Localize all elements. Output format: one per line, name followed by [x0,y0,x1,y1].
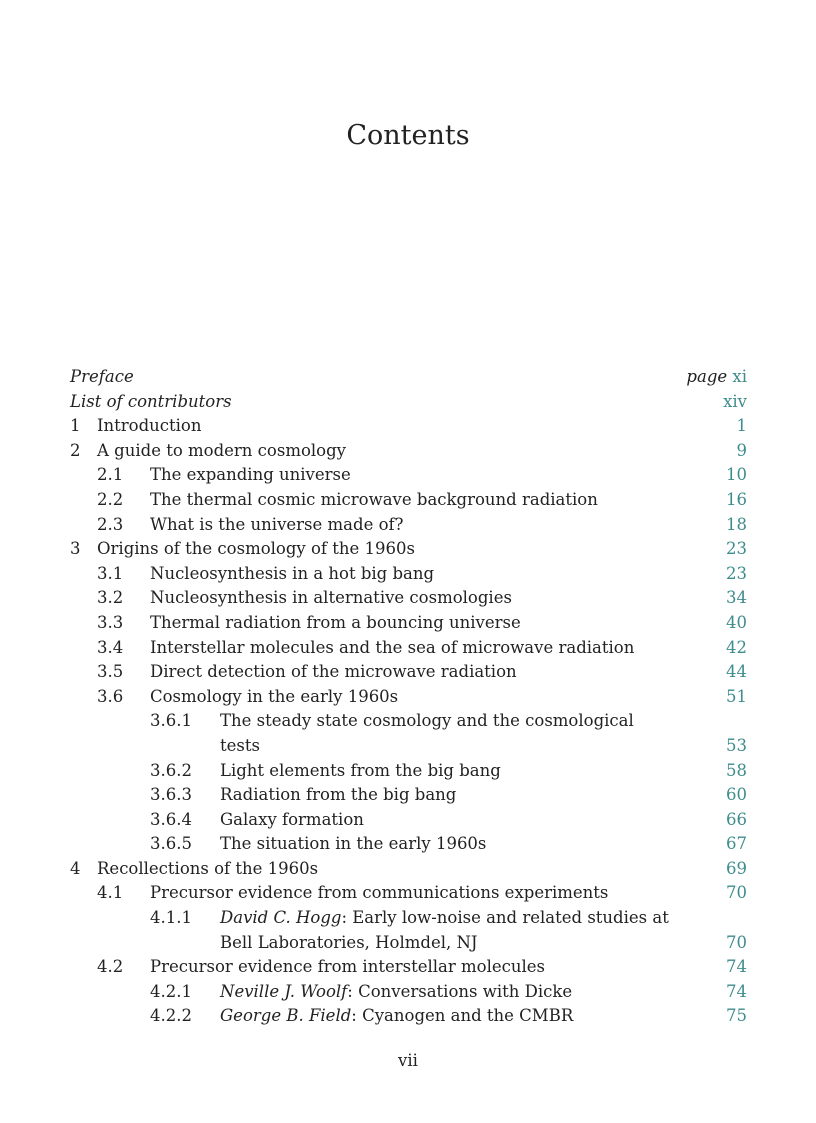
entry-title: The expanding universe [150,465,351,485]
entry-title: Thermal radiation from a bouncing universe [150,612,521,632]
entry-number: 3.1 [97,563,124,583]
toc-entry-3-6-5[interactable] [70,832,747,857]
toc-entry-3-5[interactable] [70,660,747,685]
page-title: Contents [346,120,470,151]
entry-number: 3.3 [97,612,124,632]
entry-title: Precursor evidence from communications experiments [150,883,609,903]
toc-entry-preface[interactable] [70,365,747,390]
entry-number: 4.2.1 [150,981,192,1001]
entry-number: 4.2 [97,957,124,977]
entry-number: 3.6.1 [150,711,192,731]
entry-author: George B. Field [220,1006,352,1026]
entry-title: List of contributors [70,391,232,411]
table-of-contents [70,365,747,1029]
entry-title: Nucleosynthesis in alternative cosmologies [150,588,512,608]
entry-title: Precursor evidence from interstellar molecules [150,957,546,977]
entry-page: 18 [726,514,747,534]
toc-entry-chapter-4[interactable] [70,857,747,882]
toc-entry-3-4[interactable] [70,636,747,661]
entry-number: 4.2.2 [150,1006,192,1026]
entry-page: 40 [726,612,747,632]
entry-title: Recollections of the 1960s [97,858,319,878]
entry-number: 3.6.2 [150,760,192,780]
entry-page: 23 [726,563,747,583]
entry-number: 3 [70,539,81,559]
entry-page: 66 [726,809,747,829]
toc-entry-contributors[interactable] [70,390,747,415]
toc-entry-3-6-2[interactable] [70,759,747,784]
entry-number: 3.6.5 [150,834,192,854]
toc-entry-4-2-2[interactable] [70,1004,747,1029]
entry-page: 70 [726,883,747,903]
toc-entry-chapter-3[interactable] [70,537,747,562]
entry-title: Preface [70,367,134,386]
toc-entry-3-2[interactable] [70,586,747,611]
entry-title: A guide to modern cosmology [97,440,346,460]
entry-number: 4.1 [97,883,124,903]
toc-entry-3-3[interactable] [70,611,747,636]
entry-title: Cosmology in the early 1960s [150,686,399,706]
entry-author: Neville J. Woolf [220,981,348,1001]
entry-title: David C. Hogg: Early low-noise and related studies at Bell Laboratories, Holmdel, NJ [220,908,669,952]
toc-entry-3-1[interactable] [70,562,747,587]
toc-entry-4-1[interactable] [70,881,747,906]
entry-page: 44 [726,662,747,682]
entry-page: 34 [726,588,747,608]
entry-title: Interstellar molecules and the sea of microwave radiation [150,637,635,657]
toc-entry-chapter-2[interactable] [70,439,747,464]
entry-page: 10 [726,465,747,485]
toc-entry-3-6-1[interactable] [70,709,747,758]
entry-page: xiv [723,391,747,411]
entry-title: Introduction [97,416,202,436]
entry-number: 3.6 [97,686,124,706]
entry-title: Origins of the cosmology of the 1960s [97,539,415,559]
entry-page: 42 [726,637,747,657]
entry-title: Nucleosynthesis in a hot big bang [150,563,435,583]
entry-title: Galaxy formation [220,809,364,829]
toc-entry-3-6[interactable] [70,685,747,710]
toc-entry-chapter-1[interactable] [70,414,747,439]
toc-entry-3-6-3[interactable] [70,783,747,808]
page-number: vii [398,1051,418,1070]
entry-title: Direct detection of the microwave radiation [150,662,517,682]
entry-page: 67 [726,834,747,854]
entry-page: 75 [726,1006,747,1026]
entry-number: 2 [70,440,81,460]
entry-page: 69 [726,858,747,878]
entry-number: 3.5 [97,662,124,682]
toc-entry-4-2[interactable] [70,955,747,980]
entry-number: 3.4 [97,637,124,657]
toc-entry-2-3[interactable] [70,513,747,538]
entry-title: Radiation from the big bang [220,785,457,805]
entry-page: 23 [726,539,747,559]
entry-page: page xi [686,367,747,386]
entry-title: Light elements from the big bang [220,760,501,780]
entry-page: 9 [736,440,747,460]
entry-page: 16 [726,489,747,509]
toc-entry-2-2[interactable] [70,488,747,513]
entry-page: 53 [726,735,747,755]
entry-number: 2.1 [97,465,124,485]
entry-page: 74 [726,981,747,1001]
entry-number: 2.3 [97,514,124,534]
entry-author: David C. Hogg [220,908,342,928]
entry-page: 60 [726,785,747,805]
toc-entry-2-1[interactable] [70,463,747,488]
toc-entry-4-2-1[interactable] [70,980,747,1005]
toc-entry-4-1-1[interactable] [70,906,747,955]
entry-number: 2.2 [97,489,124,509]
entry-title: George B. Field: Cyanogen and the CMBR [220,1006,574,1026]
page-word: page [686,367,728,386]
entry-number: 3.6.4 [150,809,192,829]
entry-number: 3.6.3 [150,785,192,805]
entry-page: 58 [726,760,747,780]
entry-title: The steady state cosmology and the cosmological tests [220,711,634,755]
entry-title: The situation in the early 1960s [220,834,487,854]
entry-page: 74 [726,957,747,977]
entry-page: 1 [736,416,747,436]
entry-number: 3.2 [97,588,124,608]
entry-number: 4.1.1 [150,908,192,928]
entry-title: The thermal cosmic microwave background radiation [150,489,598,509]
entry-page: 70 [726,932,747,952]
entry-number: 4 [70,858,81,878]
entry-page: 51 [726,686,747,706]
entry-number: 1 [70,416,81,436]
toc-entry-3-6-4[interactable] [70,808,747,833]
entry-title: Neville J. Woolf: Conversations with Dicke [220,981,573,1001]
entry-title: What is the universe made of? [150,514,404,534]
